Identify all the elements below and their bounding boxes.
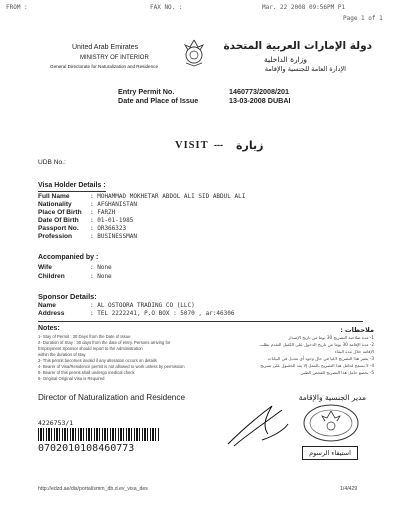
country-name: United Arab Emirates [72, 44, 139, 51]
visa-type-title-ar: زيارة [236, 139, 264, 152]
sponsor-address-label: Address [38, 310, 65, 317]
wife-value: : None [90, 264, 112, 271]
entry-permit-label: Entry Permit No. [118, 87, 175, 96]
wife-label: Wife [38, 264, 52, 271]
holder-heading: Visa Holder Details : [38, 182, 106, 189]
fees-stamp: استيفاء الرسوم [302, 446, 358, 460]
note-line-ar: 4- لا يسمح لحامل هذا التصريح بالعمل إلا بعد الحصول على تصريح [260, 363, 374, 368]
note-line-ar: 5- يخضع حامل هذا التصريح للفحص الطبي [300, 370, 374, 375]
sponsor-heading: Sponsor Details: [38, 292, 97, 301]
holder-heading-underline [38, 191, 106, 192]
children-value: : None [90, 273, 112, 280]
ministry-name-ar: وزارة الداخلية [263, 55, 307, 64]
udb-number-label: UDB No.: [38, 159, 66, 166]
note-line: 6- Original Original Visa is Required [38, 376, 105, 381]
profession-label: Profession [38, 233, 73, 240]
note-line: 3- This permit becomes invalid if any alteration occurs on details [38, 358, 157, 363]
place-of-birth-label: Place Of Birth [38, 209, 82, 216]
official-seal-icon [302, 403, 360, 443]
profession-value: : BUSINESSMAN [90, 233, 137, 240]
nationality-value: : AFGHANISTAN [90, 201, 137, 208]
directorate-name-ar: الإدارة العامة للجنسية والإقامة [264, 65, 346, 73]
full-name-label: Full Name [38, 193, 70, 200]
fax-date: Mar. 22 2008 09:56PM P1 [262, 4, 346, 11]
sponsor-underline [38, 321, 363, 322]
directorate-name: General Directorate for Naturalization and Residence [50, 64, 159, 69]
date-of-birth-label: Date Of Birth [38, 217, 79, 224]
sponsor-address-value: : TEL 2222241, P.O BOX : 5070 , ar:46306 [90, 310, 235, 317]
serial-number: 0702010108460773 [38, 443, 135, 454]
note-line: 1- Stay of Permit : 30 Days from the Date of Issue [38, 334, 131, 339]
note-line: 4- Bearer of Visa/Residence permit is not allowed to work unless by permission [38, 364, 185, 369]
note-line: within the duration of stay. [38, 352, 87, 357]
visa-type-title: VISIT [175, 140, 209, 151]
accompanied-heading: Accompanied by : [38, 254, 99, 261]
fax-from: FROM : [6, 4, 28, 11]
barcode [38, 428, 160, 441]
note-line-ar: 2- مدة الإقامة 30 يوما من تاريخ الدخول على الكفيل التقدم بطلب [259, 342, 374, 347]
title-dashes: --- [214, 140, 223, 150]
date-of-birth-value: : 01-01-1985 [90, 217, 134, 224]
page-counter: Page 1 of 1 [343, 15, 383, 22]
date-place-value: 13-03-2008 DUBAI [229, 96, 291, 105]
country-name-ar: دولة الإمارات العربية المتحدة [223, 40, 372, 52]
notes-heading: Notes: [38, 325, 60, 332]
nationality-label: Nationality [38, 201, 72, 208]
director-title-ar: مدير الجنسية والإقامة [298, 393, 366, 402]
ministry-name: MINISTRY OF INTERIOR [80, 55, 149, 61]
entry-permit-value: 1460773/2008/201 [229, 87, 289, 96]
date-place-label: Date and Place of Issue [118, 96, 199, 105]
sponsor-name-value: : AL OSTOORA TRADING CO (LLC) [90, 302, 195, 309]
children-label: Children [38, 273, 65, 280]
note-line-ar: 1- مدة صلاحية التصريح 30 يوما من تاريخ الإصدار [288, 335, 374, 340]
full-name-value: : MOHAMMAD MOKHETAR ABDOL ALI SID ABDUL ALI [90, 193, 246, 200]
note-line: Employment Sponsor should report to the Administration [38, 346, 143, 351]
note-line: 5- Bearer of this permit shall undergo medical check [38, 370, 135, 375]
note-line-ar: 3- يعتبر هذا التصريح لاغيا في حال وجود أي تعديل في البيانات [267, 356, 374, 361]
sponsor-name-label: Name [38, 302, 56, 309]
passport-number-label: Passport No. [38, 225, 79, 232]
uae-emblem-icon [181, 38, 207, 68]
barcode-text: 4226753/1 [38, 419, 74, 427]
director-title: Director of Naturalization and Residence [38, 393, 185, 402]
notes-heading-ar: ملاحظات : [340, 326, 374, 334]
note-line: 2- Duration of Stay : 30 days from the date of entry. Persons arriving for [38, 340, 171, 345]
note-line-ar: الإقامة خلال مدة البقاء [334, 349, 374, 354]
footer-url: http://edzd.ae/dis/portal/smm_db.d.ev_visa_des [38, 486, 148, 492]
fax-number: FAX NO. : [150, 4, 183, 11]
footer-page: 1/4/429 [340, 486, 358, 492]
signature-icon [222, 400, 292, 450]
passport-number-value: : OR366323 [90, 225, 127, 232]
place-of-birth-value: : FARZH [90, 209, 116, 216]
